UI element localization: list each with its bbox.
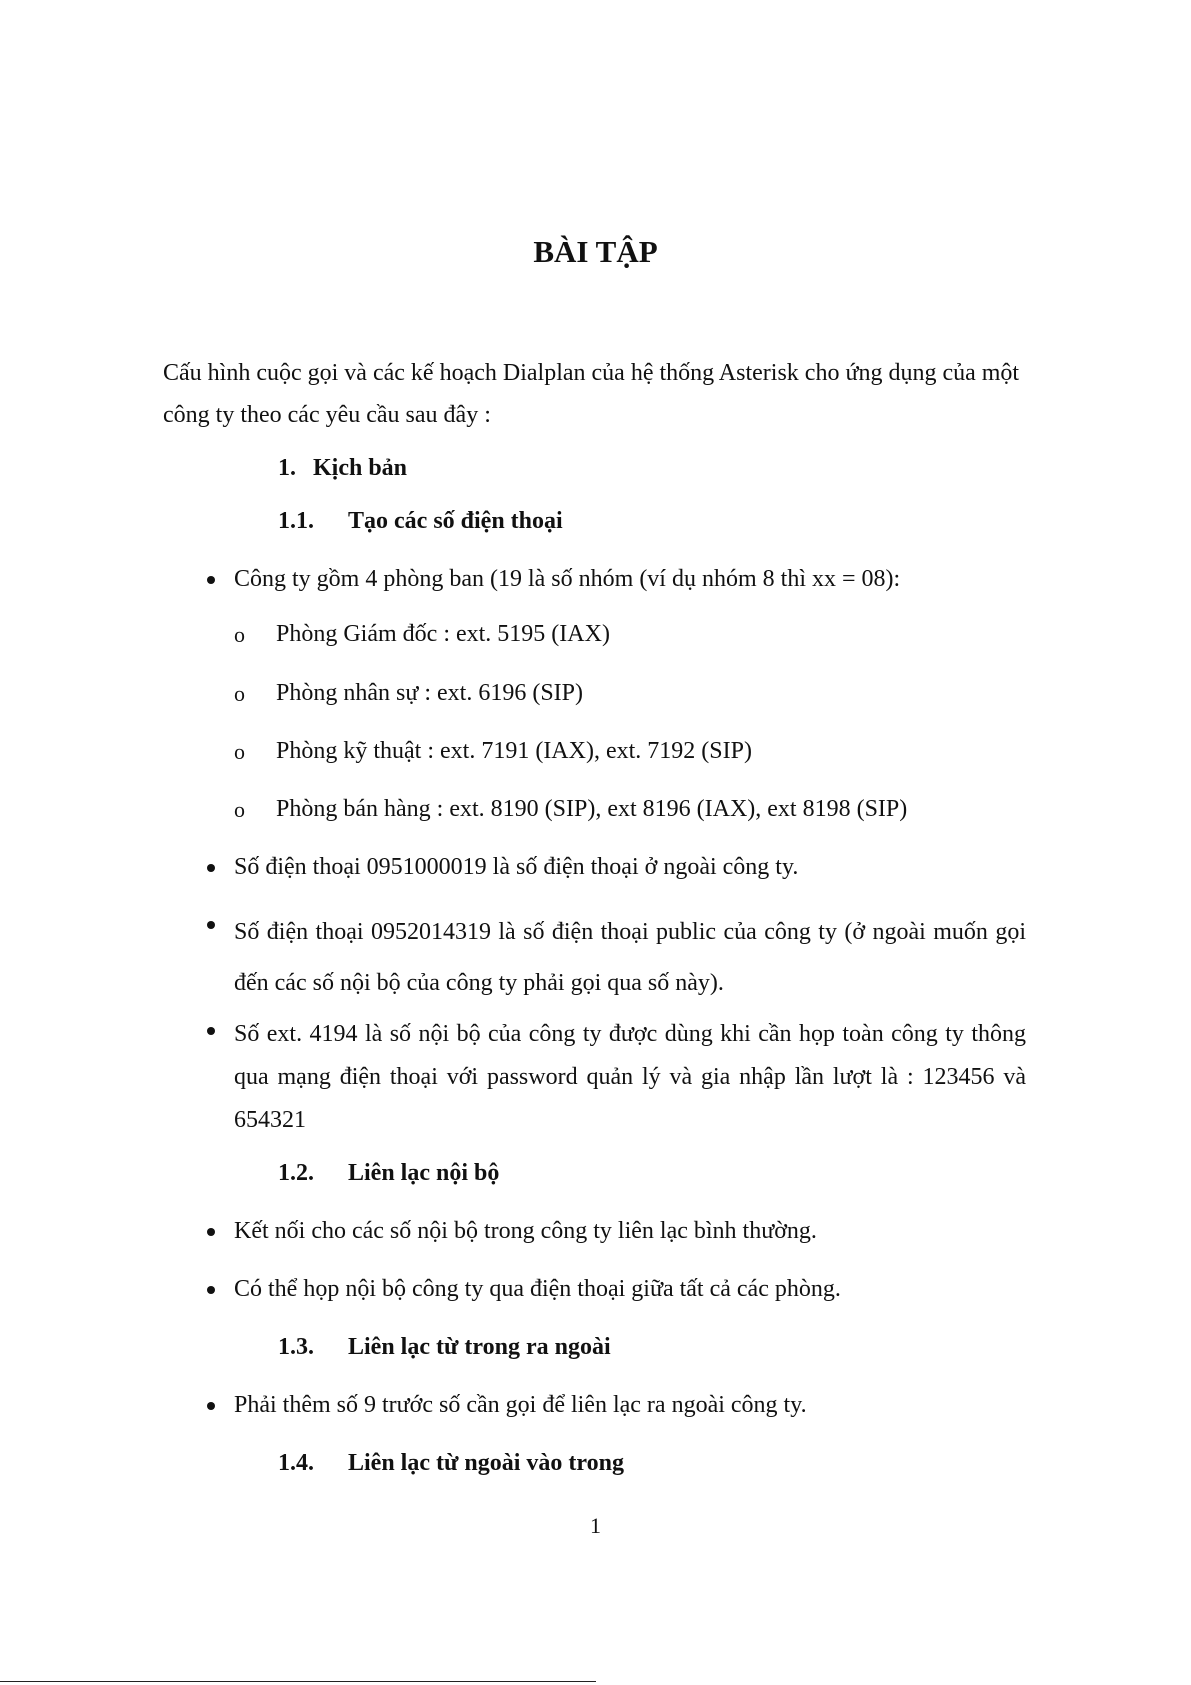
footer-divider xyxy=(0,1681,596,1682)
page-number: 1 xyxy=(590,1513,601,1538)
sub-list-item: Phòng bán hàng : ext. 8190 (SIP), ext 8196 (IAX), ext 8198 (SIP) xyxy=(276,796,908,822)
bullet-icon xyxy=(207,576,215,584)
list-item: Số ext. 4194 là số nội bộ của công ty được dùng khi cần họp toàn công ty thông qua mạng điện thoại với password quản lý và gia nhập lần lượt là : 123456 và 654321 xyxy=(234,1021,1026,1133)
list-item: Số điện thoại 0951000019 là số điện thoại ở ngoài công ty. xyxy=(234,854,799,880)
sub-list-item: Phòng nhân sự : ext. 6196 (SIP) xyxy=(276,680,584,706)
section-number: 1.3. xyxy=(278,1334,314,1360)
sub-list-item: Phòng Giám đốc : ext. 5195 (IAX) xyxy=(276,621,610,647)
section-title: Liên lạc từ trong ra ngoài xyxy=(348,1334,611,1360)
section-title: Kịch bản xyxy=(313,455,408,481)
section-heading-1-1 xyxy=(278,506,563,536)
section-heading-1 xyxy=(278,453,407,483)
section-number: 1. xyxy=(278,455,296,481)
bullet-icon xyxy=(207,1402,215,1410)
section-heading-1-4 xyxy=(278,1448,624,1478)
section-number: 1.2. xyxy=(278,1160,314,1186)
section-heading-1-2 xyxy=(278,1158,499,1188)
list-item: Có thể họp nội bộ công ty qua điện thoại giữa tất cả các phòng. xyxy=(234,1276,841,1302)
bullet-icon xyxy=(207,864,215,872)
list-item: Kết nối cho các số nội bộ trong công ty liên lạc bình thường. xyxy=(234,1218,817,1244)
section-title: Tạo các số điện thoại xyxy=(348,508,563,534)
bullet-icon xyxy=(207,1027,215,1035)
list-item: Số điện thoại 0952014319 là số điện thoại public của công ty (ở ngoài muốn gọi đến các số nội bộ của công ty phải gọi qua số này). xyxy=(234,919,1026,996)
circle-bullet-icon: o xyxy=(234,681,245,706)
section-title: Liên lạc từ ngoài vào trong xyxy=(348,1450,624,1476)
bullet-icon xyxy=(207,1286,215,1294)
circle-bullet-icon: o xyxy=(234,739,245,764)
circle-bullet-icon: o xyxy=(234,622,245,647)
section-number: 1.4. xyxy=(278,1450,314,1476)
circle-bullet-icon: o xyxy=(234,797,245,822)
list-item: Công ty gồm 4 phòng ban (19 là số nhóm (ví dụ nhóm 8 thì xx = 08): xyxy=(234,566,901,592)
sub-list-item: Phòng kỹ thuật : ext. 7191 (IAX), ext. 7192 (SIP) xyxy=(276,738,752,764)
bullet-icon xyxy=(207,921,215,929)
section-heading-1-3 xyxy=(278,1332,611,1362)
intro-paragraph: Cấu hình cuộc gọi và các kế hoạch Dialplan của hệ thống Asterisk cho ứng dụng của một công ty theo các yêu cầu sau đây : xyxy=(163,360,1020,428)
section-title: Liên lạc nội bộ xyxy=(348,1160,500,1186)
bullet-icon xyxy=(207,1228,215,1236)
list-item: Phải thêm số 9 trước số cần gọi để liên lạc ra ngoài công ty. xyxy=(234,1392,807,1418)
section-number: 1.1. xyxy=(278,508,314,534)
page-title: BÀI TẬP xyxy=(533,234,658,269)
